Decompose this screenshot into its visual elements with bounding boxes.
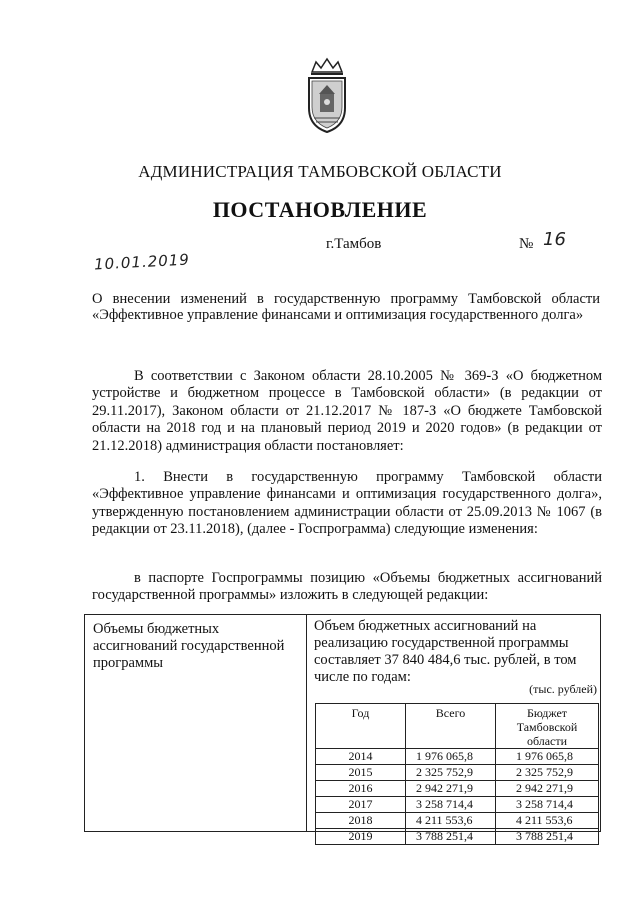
regional-budget-cell: 2 942 271,9 [496,781,599,797]
total-cell: 2 942 271,9 [406,781,496,797]
year-cell: 2017 [316,797,406,813]
organization-name: АДМИНИСТРАЦИЯ ТАМБОВСКОЙ ОБЛАСТИ [138,162,502,181]
total-cell: 2 325 752,9 [406,765,496,781]
regional-budget-cell: 4 211 553,6 [496,813,599,829]
city-label: г.Тамбов [326,236,382,252]
year-cell: 2015 [316,765,406,781]
handwritten-date: 10.01.2019 [93,250,191,274]
passport-position-table [84,614,601,843]
number-label: № [519,236,534,252]
regional-budget-cell: 1 976 065,8 [496,749,599,765]
total-cell: 1 976 065,8 [406,749,496,765]
year-cell: 2014 [316,749,406,765]
body-paragraph-2: 1. Внести в государственную программу Тамбовской области «Эффективное управление финансами и оптимизация государственного долга», утвержденную постановлением администрации области от 25.09.2013 № 1067 (в редакции от 23.11.2018), (далее - Госпрограмма) следующие изменения: [92,469,602,538]
body-paragraph-3: в паспорте Госпрограммы позицию «Объемы бюджетных ассигнований государственной программы» изложить в следующей редакции: [92,570,602,604]
position-label: Объемы бюджетных ассигнований государственной программы [93,621,285,671]
table-row [316,781,599,797]
regional-budget-cell: 2 325 752,9 [496,765,599,781]
table-row [316,813,599,829]
column-header-total: Всего [406,704,496,749]
table-row [316,765,599,781]
budget-by-year-table [315,703,599,845]
body-paragraph-1: В соответствии с Законом области 28.10.2005 № 369-З «О бюджетном устройстве и бюджетном процессе в Тамбовской области» (в редакции от 29.11.2017), Законом области от 21.12.2017 № 187-З «О бюджете Тамбовской области на 2018 год и на плановый период 2019 и 2020 годов» (в редакции от 21.12.2018) администрация области постановляет: [92,368,602,454]
year-cell: 2019 [316,829,406,845]
column-divider [306,615,307,831]
handwritten-number: 16 [543,229,566,250]
document-type-title: ПОСТАНОВЛЕНИЕ [212,197,428,222]
unit-label: (тыс. рублей) [529,682,597,696]
regional-budget-cell: 3 258 714,4 [496,797,599,813]
total-cell: 3 788 251,4 [406,829,496,845]
document-subject: О внесении изменений в государственную программу Тамбовской области «Эффективное управление финансами и оптимизация государственного долга» [92,291,600,323]
total-cell: 4 211 553,6 [406,813,496,829]
table-header-row [316,704,599,749]
position-description: Объем бюджетных ассигнований на реализацию государственной программы составляет 37 840 484,6 тыс. рублей, в том числе по годам: [314,618,577,685]
year-cell: 2016 [316,781,406,797]
coat-of-arms-emblem [302,56,352,134]
table-row [316,797,599,813]
column-header-regional-budget: Бюджет Тамбовской области [496,704,599,749]
total-cell: 3 258 714,4 [406,797,496,813]
column-header-year: Год [316,704,406,749]
table-row [316,749,599,765]
regional-budget-cell: 3 788 251,4 [496,829,599,845]
year-cell: 2018 [316,813,406,829]
table-row [316,829,599,845]
